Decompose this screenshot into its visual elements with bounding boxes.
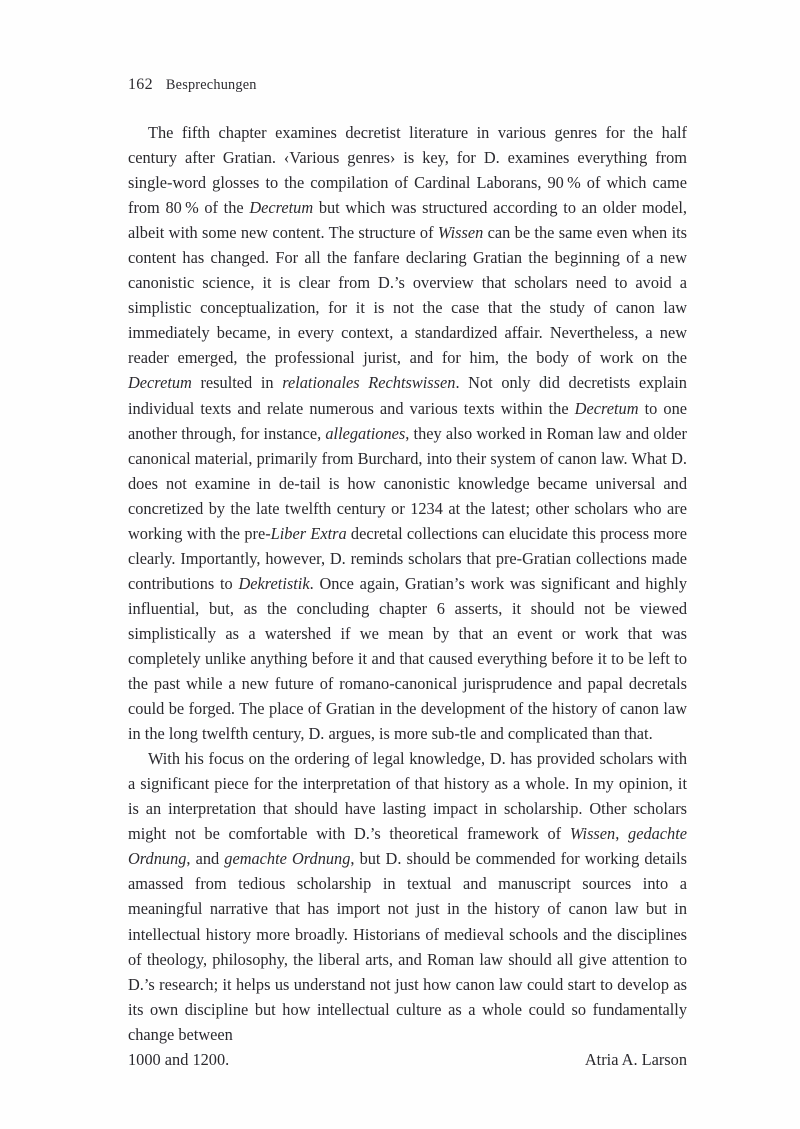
running-head-title: Besprechungen [165,77,257,93]
italic-term: allegationes [325,423,406,443]
italic-term: Wissen [569,824,616,844]
italic-term: Decretum [574,398,639,418]
running-head [128,76,688,94]
reviewer-signature: Atria A. Larson [584,1049,687,1069]
final-line-text: 1000 and 1200. [128,1049,230,1069]
italic-term: gemachte Ordnung [224,849,351,869]
italic-term: Decretum [249,198,314,218]
paragraph-first: The fifth chapter examines decretist literature in various genres for the half century after Gratian. ‹Various genres› is key, for D. examines everything from single-word glosses to the compilation of Cardinal Laborans, 90 % of which came from 80 % of the Decretum but which was structured according to an older model, albeit with some new content. The structure of Wissen can be the same even when its content has changed. For all the fanfare declaring Gratian the beginning of a new canonistic science, it is clear from D.’s overview that scholars need to avoid a simplistic conceptualization, for it is not the case that the study of canon law immediately became, in every context, a standardized affair. Nevertheless, a new reader emerged, the professional jurist, and for him, the body of work on the Decretum resulted in relationales Rechtswissen. Not only did decretists explain individual texts and relate numerous and various texts within the Decretum to one another through, for instance, allegationes, they also worked in Roman law and older canonical material, primarily from Burchard, into their system of canon law. What D. does not examine in de-tail is how canonistic knowledge became universal and concretized by the late twelfth century or 1234 at the latest; other scholars who are working with the pre-Liber Extra decretal collections can elucidate this process more clearly. Importantly, however, D. reminds scholars that pre-Gratian collections made contributions to Dekretistik. Once again, Gratian’s work was significant and highly influential, but, as the concluding chapter 6 asserts, it should not be viewed simplistically as a watershed if we mean by that an event or work that was completely unlike anything before it and that caused everything before it to be left to the past while a new future of romano-canonical jurisprudence and papal decretals could be forged. The place of Gratian in the development of the history of canon law in the long twelfth century, D. argues, is more sub-tle and complicated than that. [128,123,688,744]
italic-term: Liber Extra [270,523,347,543]
page-number: 162 [128,76,153,93]
italic-term: Decretum [128,373,192,393]
italic-term: relationales Rechtswissen [282,373,456,393]
text-block [128,120,687,1072]
italic-term: Dekretistik [238,573,310,593]
italic-term: gedachte Ordnung [128,824,688,869]
italic-term: Wissen [437,223,484,243]
final-line-with-signature [128,1047,687,1072]
paragraph-second: With his focus on the ordering of legal knowledge, D. has provided scholars with a significant piece for the interpretation of that history as a whole. In my opinion, it is an interpretation that should have lasting impact in scholarship. Other scholars might not be comfortable with D.’s theoretical framework of Wissen, gedachte Ordnung, and gemachte Ordnung, but D. should be commended for working details amassed from tedious scholarship in textual and manuscript sources into a meaningful narrative that has import not just in the history of canon law but in intellectual history more broadly. Historians of medieval schools and the disciplines of theology, philosophy, the liberal arts, and Roman law should all give attention to D.’s research; it helps us understand not just how canon law could start to develop as its own discipline but how intellectual culture as a whole could so fundamentally change between [128,749,688,1044]
